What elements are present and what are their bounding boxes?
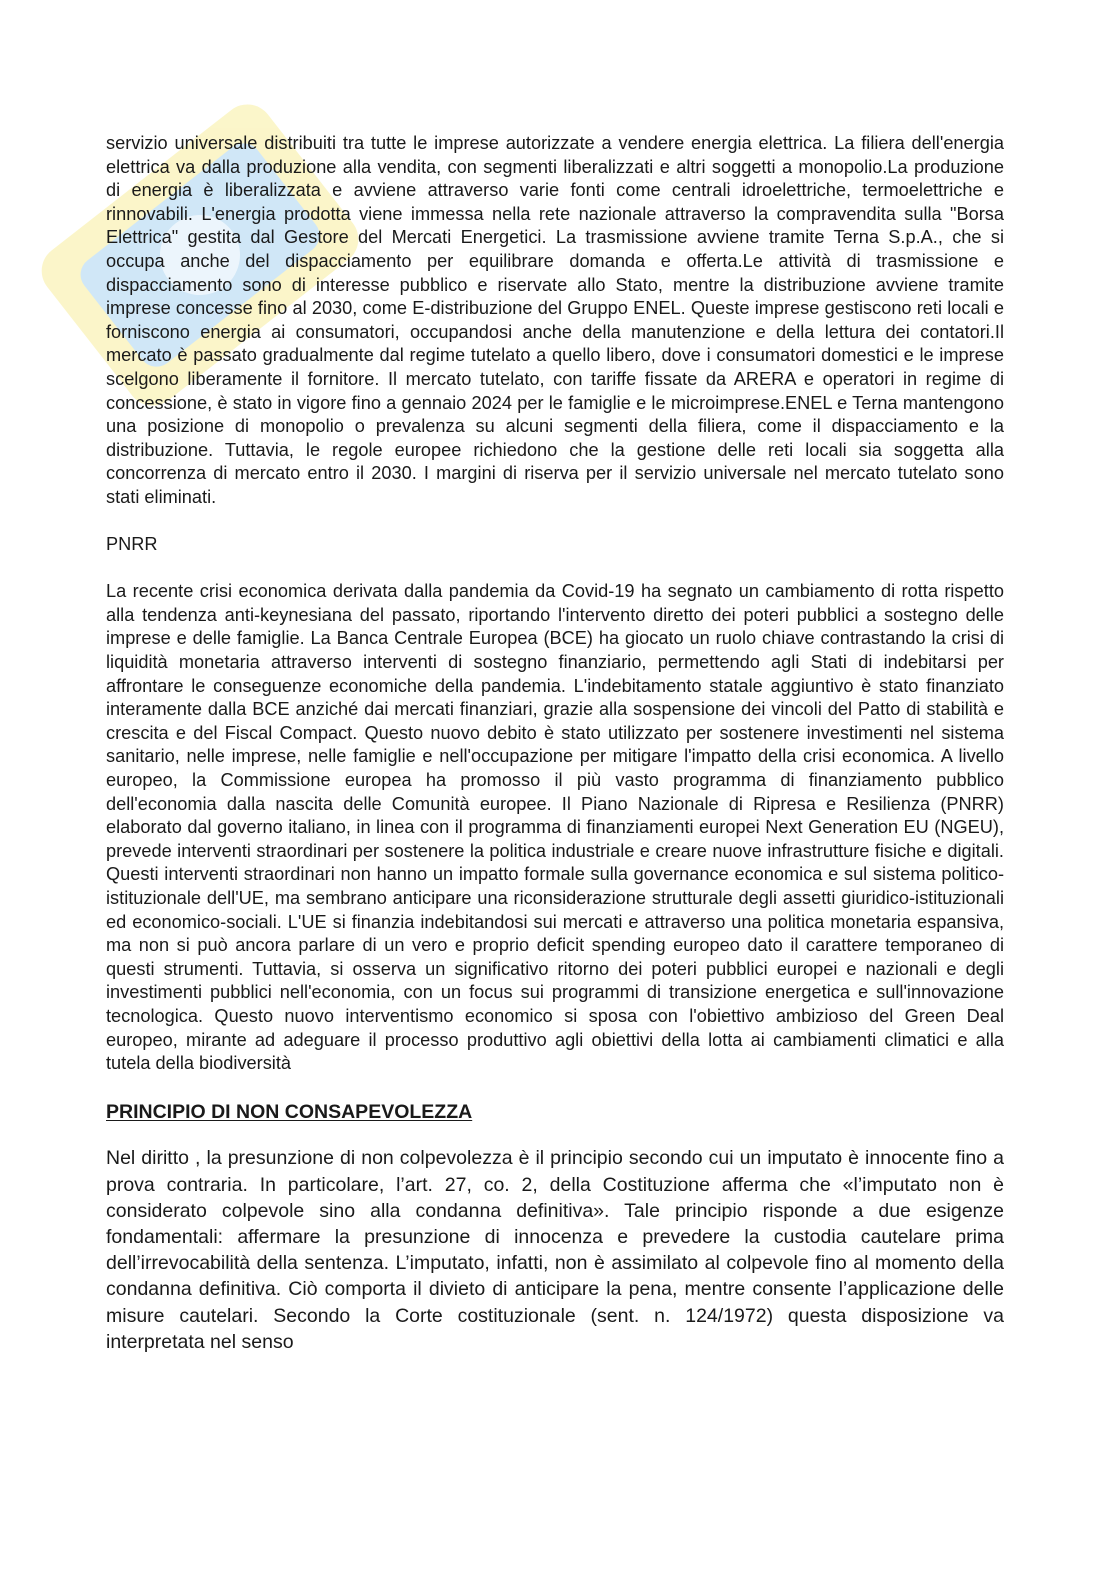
principle-heading: PRINCIPIO DI NON CONSAPEVOLEZZA xyxy=(106,1101,473,1124)
spacer xyxy=(106,1076,1004,1100)
document-page xyxy=(106,132,1004,1355)
pnrr-heading: PNRR xyxy=(106,534,158,555)
spacer xyxy=(106,1125,1004,1145)
energy-market-paragraph: servizio universale distribuiti tra tutte le imprese autorizzate a vendere energia elettrica. La filiera dell'energia elettrica va dalla produzione alla vendita, con segmenti liberalizzati e altri soggetti a monopolio.La produzione di energia è liberalizzata e avviene attraverso varie fonti come centrali idroelettriche, termoelettriche e rinnovabili. L'energia prodotta viene immessa nella rete nazionale attraverso la compravendita sulla "Borsa Elettrica" gestita dal Gestore del Mercati Energetici. La trasmissione avviene tramite Terna S.p.A., che si occupa anche del dispacciamento per equilibrare domanda e offerta.Le attività di trasmissione e dispacciamento sono di interesse pubblico e riservate allo Stato, mentre la distribuzione avviene tramite imprese concesse fino al 2030, come E-distribuzione del Gruppo ENEL. Queste imprese gestiscono reti locali e forniscono energia ai consumatori, occupandosi anche della manutenzione e della lettura dei contatori.Il mercato è passato gradualmente dal regime tutelato a quello libero, dove i consumatori domestici e le imprese scelgono liberamente il fornitore. Il mercato tutelato, con tariffe fissate da ARERA e operatori in regime di concessione, è stato in vigore fino a gennaio 2024 per le famiglie e le microimprese.ENEL e Terna mantengono una posizione di monopolio o prevalenza su alcuni segmenti della filiera, come il dispacciamento e la distribuzione. Tuttavia, le regole europee richiedono che la gestione delle reti locali sia soggetta alla concorrenza di mercato entro il 2030. I margini di riserva per il servizio universale nel mercato tutelato sono stati eliminati. xyxy=(106,133,1004,507)
section-energy-market xyxy=(106,132,1004,510)
section-pnrr xyxy=(106,533,1004,1076)
spacer xyxy=(106,510,1004,534)
spacer xyxy=(106,557,1004,581)
pnrr-paragraph: La recente crisi economica derivata dalla pandemia da Covid-19 ha segnato un cambiamento di rotta rispetto alla tendenza anti-keynesiana del passato, riportando l'intervento diretto dei poteri pubblici a sostegno delle imprese e delle famiglie. La Banca Centrale Europea (BCE) ha giocato un ruolo chiave contrastando la crisi di liquidità monetaria attraverso interventi di sostegno finanziario, permettendo agli Stati di indebitarsi per affrontare le conseguenze economiche della pandemia. L'indebitamento statale aggiuntivo è stato finanziato interamente dalla BCE anziché dai mercati finanziari, grazie alla sospensione dei vincoli del Patto di stabilità e crescita e del Fiscal Compact. Questo nuovo debito è stato utilizzato per sostenere investimenti nel sistema sanitario, nelle imprese, nelle famiglie e nell'occupazione per mitigare l'impatto della crisi economica. A livello europeo, la Commissione europea ha promosso il più vasto programma di finanziamento pubblico dell'economia dalla nascita delle Comunità europee. Il Piano Nazionale di Ripresa e Resilienza (PNRR) elaborato dal governo italiano, in linea con il programma di finanziamenti europei Next Generation EU (NGEU), prevede interventi straordinari per sostenere la politica industriale e creare nuove infrastrutture fisiche e digitali. Questi interventi straordinari non hanno un impatto formale sulla governance economica e sul sistema politico-istituzionale dell'UE, ma sembrano anticipare una riconsiderazione strutturale degli assetti giuridico-istituzionali ed economico-sociali. L'UE si finanzia indebitandosi sui mercati e attraverso una politica monetaria espansiva, ma non si può ancora parlare di un vero e proprio deficit spending europeo dato il carattere temporaneo di questi strumenti. Tuttavia, si osserva un significativo ritorno dei poteri pubblici europei e nazionali e degli investimenti pubblici nell'economia, con un focus sui programmi di transizione energetica e sull'innovazione tecnologica. Questo nuovo interventismo economico si sposa con l'obiettivo ambizioso del Green Deal europeo, mirante ad adeguare il processo produttivo agli obiettivi della lotta ai cambiamenti climatici e alla tutela della biodiversità xyxy=(106,581,1004,1074)
principle-paragraph: Nel diritto , la presunzione di non colpevolezza è il principio secondo cui un imputato è innocente fino a prova contraria. In particolare, l’art. 27, co. 2, della Costituzione afferma che «l’imputato non è considerato colpevole sino alla condanna definitiva». Tale principio risponde a due esigenze fondamentali: affermare la presunzione di innocenza e prevedere la custodia cautelare prima dell’irrevocabilità della sentenza. L’imputato, infatti, non è assimilato al colpevole fino al momento della condanna definitiva. Ciò comporta il divieto di anticipare la pena, mentre consente l’applicazione delle misure cautelari. Secondo la Corte costituzionale (sent. n. 124/1972) questa disposizione va interpretata nel senso xyxy=(106,1147,1004,1353)
section-principle xyxy=(106,1099,1004,1355)
